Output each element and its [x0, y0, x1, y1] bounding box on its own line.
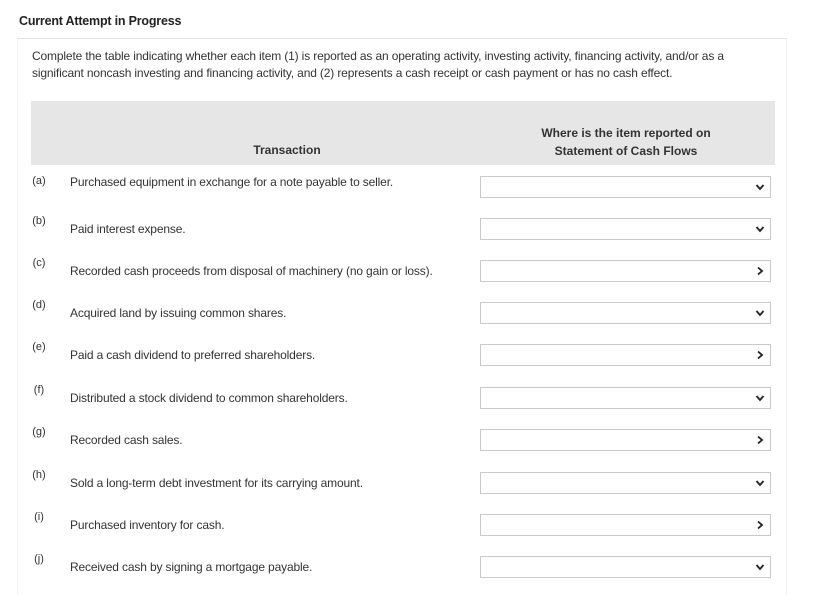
instructions-text: Complete the table indicating whether each item (1) is reported as an operating activity, investing activity, financing activity, and/or as a significant noncash investing and financing activity, and (2) represents a cash receipt or cash payment or has no cash effect.: [32, 49, 724, 80]
row-letter: (b): [32, 215, 46, 227]
chevron-down-icon: [755, 223, 765, 235]
where-reported-dropdown[interactable]: [480, 218, 771, 240]
where-reported-dropdown[interactable]: [480, 302, 771, 324]
row-letter: (a): [32, 175, 46, 187]
column-header-where-line1: Where is the item reported on: [541, 126, 711, 140]
where-reported-dropdown[interactable]: [480, 176, 771, 198]
row-transaction-text: Recorded cash proceeds from disposal of machinery (no gain or loss).: [70, 264, 433, 278]
table-row: [31, 507, 775, 549]
row-letter: (d): [32, 299, 46, 311]
chevron-down-icon: [755, 181, 765, 193]
row-transaction-text: Sold a long-term debt investment for its carrying amount.: [70, 476, 363, 490]
chevron-right-icon: [755, 434, 765, 446]
row-letter: (f): [33, 384, 45, 396]
row-letter: (e): [32, 341, 46, 353]
where-reported-dropdown[interactable]: [480, 429, 771, 451]
table-row: [31, 337, 775, 379]
table-row: [31, 465, 775, 507]
row-letter: (i): [34, 511, 44, 523]
chevron-down-icon: [755, 561, 765, 573]
table-header: [31, 101, 775, 165]
where-reported-dropdown[interactable]: [480, 472, 771, 494]
where-reported-dropdown[interactable]: [480, 556, 771, 578]
table-row: [31, 295, 775, 337]
where-reported-dropdown[interactable]: [480, 387, 771, 409]
row-transaction-text: Purchased equipment in exchange for a note payable to seller.: [70, 175, 394, 189]
row-letter: (h): [32, 469, 46, 481]
row-transaction-text: Acquired land by issuing common shares.: [70, 306, 287, 320]
chevron-down-icon: [755, 477, 765, 489]
table-row: [31, 211, 775, 253]
table-row: [31, 422, 775, 464]
row-letter: (c): [32, 257, 46, 269]
column-header-transaction: Transaction: [253, 143, 321, 157]
chevron-down-icon: [755, 392, 765, 404]
row-transaction-text: Paid a cash dividend to preferred shareholders.: [70, 348, 316, 362]
chevron-down-icon: [755, 307, 765, 319]
row-transaction-text: Purchased inventory for cash.: [70, 518, 225, 532]
row-letter: (j): [34, 553, 44, 565]
row-transaction-text: Distributed a stock dividend to common shareholders.: [70, 391, 348, 405]
row-transaction-text: Received cash by signing a mortgage payable.: [70, 560, 313, 574]
chevron-right-icon: [755, 349, 765, 361]
where-reported-dropdown[interactable]: [480, 260, 771, 282]
row-transaction-text: Recorded cash sales.: [70, 433, 183, 447]
table-row: [31, 380, 775, 422]
chevron-right-icon: [755, 519, 765, 531]
column-header-where-reported: [516, 124, 736, 160]
attempt-status-title: Current Attempt in Progress: [19, 14, 182, 28]
chevron-right-icon: [755, 265, 765, 277]
table-row: [31, 549, 775, 591]
where-reported-dropdown[interactable]: [480, 514, 771, 536]
row-letter: (g): [32, 426, 46, 438]
column-header-where-line2: Statement of Cash Flows: [554, 144, 698, 158]
where-reported-dropdown[interactable]: [480, 344, 771, 366]
table-row: [31, 253, 775, 295]
row-transaction-text: Paid interest expense.: [70, 222, 186, 236]
table-row: [31, 169, 775, 211]
